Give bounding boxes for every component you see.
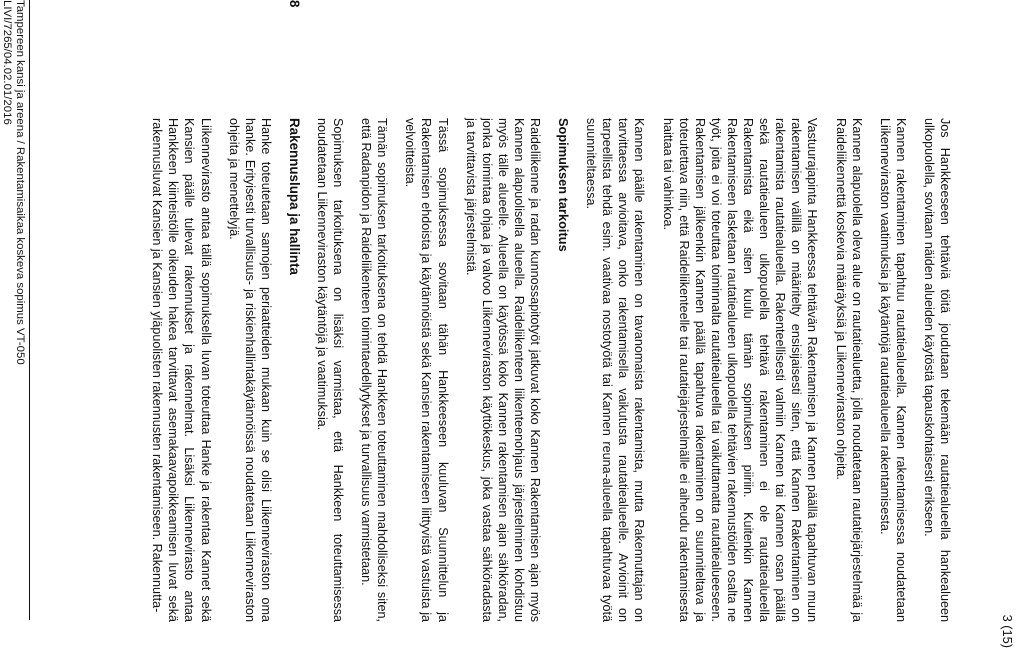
page-footer [0, 0, 30, 652]
paragraph: Tässä sopimuksessa sovitaan tähän Hankkeeseen kuuluvan Suunnittelun ja Rakentamisen ehdoista ja käytännöistä sekä Kansien rakentamiseen liittyvistä vastuista ja velvoitteista. [403, 118, 450, 622]
page-number: 3 (15) [1000, 614, 1015, 648]
page-content [137, 0, 953, 652]
paragraph: Sopimuksen tarkoituksena on lisäksi varmistaa, että Hankkeen toteuttamisessa noudatetaan Liikenneviraston käytäntöjä ja vaatimuksia. [315, 118, 346, 622]
section-title: Rakennuslupa ja hallinta [286, 118, 302, 276]
paragraph: Tämän sopimuksen tarkoituksena on tehdä Hankkeen toteuttaminen mahdolliseksi siten, että Radanpidon ja Raideliikenteen toimintaedellytykset ja turvallisuus varmistetaan. [359, 118, 390, 622]
paragraph: Liikennevirasto antaa tällä sopimuksella luvan toteuttaa Hanke ja rakentaa Kannet sekä Kansien päälle tulevat rakennukset ja rakennelmat. Lisäksi Liikennevirasto antaa Hankkeen kiinteistölle oikeuden hakea tarvittavat asemakaavapoikkeamisen luvat sekä rakennusluvat Kansien ja Kansien yläpuolisten rakennusten rakentamiseen. Rakennutta- [150, 118, 213, 622]
footer-document-title: Tampereen kansi ja areena / Rakentamisaikaa koskeva sopimus VT-050 [14, 0, 26, 365]
footer-reference-number: LIVI/7265/04.02.01/2016 [1, 0, 13, 125]
subsection-heading: Sopimuksen tarkoitus [556, 118, 572, 252]
paragraph: Hanke toteutetaan samojen periaatteiden mukaan kuin se olisi Liikenneviraston oma hanke. Erityisesti turvallisuus- ja riskienhallintakäytännöissä noudatetaan Liikenneviraston ohjeita ja menettelyjä. [226, 118, 273, 622]
intro-block [314, 118, 953, 622]
section-number: 8 [286, 0, 302, 8]
paragraph: Raideliikenne ja radan kunnossapitotyöt jatkuvat koko Kannen Rakentamisen ajan myös Kannen alapuolisella alueella. Raideliikenteen liikenteenohjaus järjestelminen kohdistuu myös tälle alueelle. Alueella on käytössä koko Kannen rakentamisen ajan sähköradan, jonka toimintaa ohjaa ja valvoo Liikenneviraston käyttökeskus, joka vastaa sähköradasta ja tarvittavista järjestelmistä. [463, 118, 543, 622]
section-block [149, 118, 274, 622]
paragraph: Kannen päälle rakentaminen on tavanomaista rakentamista, mutta Rakennuttajan on tarvittaessa arvioitava, onko rakentamisella vaikutusta rautatiealueelle. Arvioinit on tarpeellista tehdä esim. vaativaa nostotyötä tai Kannen reuna-alueella tapahtuvaa työtä suunniteltaessa. [584, 118, 647, 622]
footer-divider [29, 0, 30, 620]
paragraph: Kannen rakentaminen tapahtuu rautatiealueella. Kannen rakentamisessa noudatetaan Liikenneviraston vaatimuksia ja käytäntöjä rautatiealueella rakentamisesta. [877, 118, 908, 622]
paragraph: Vastuurajapinta Hankkeessa tehtävän Rakentamisen ja Kannen päällä tapahtuvan muun rakentamisen välillä on määritelty ensisijaisesti siten, että Kannen Rakentaminen on rakentamista rautatiealueella. Rakenteellisesti valmiin Kannen tai Kannen osan päällä sekä rautatiealueen ulkopuolella tehtävä rakentaminen ei ole rautatiealueella Rakentamista eikä siten kuulu tämän sopimuksen piiriin. Kuitenkin Kannen Rakentamiseen lasketaan rautatiealueen ulkopuolella tehtävien rakennustöiden osalta ne työt, joita ei voi toteuttaa toiminnalta rautatiealueella tai vaikuttamatta rautatiealueeseen. Rakentamisen jälkeenkin Kannen päällä tapahtuva rakentaminen on suunniteltava ja toteutettava niin, että Raideliikenteelle tai rautatiejärjestelmälle ei aiheudu rakentamisesta haittaa tai vahinkoa. [660, 118, 820, 622]
paragraph: Kannen alapuolella oleva alue on rautatiealuetta, jolla noudatetaan rautatiejärjestelmää ja Raideliikennettä koskevia määräyksiä ja Liikenneviraston ohjeita. [833, 118, 864, 622]
paragraph: Jos Hankkeeseen tehtäviä töitä joudutaan tekemään rautatiealueella hankealueen ulkopuolella, sovitaan näiden alueiden käytöstä tapauskohtaisesti erikseen. [921, 118, 952, 622]
section-heading [286, 0, 302, 652]
